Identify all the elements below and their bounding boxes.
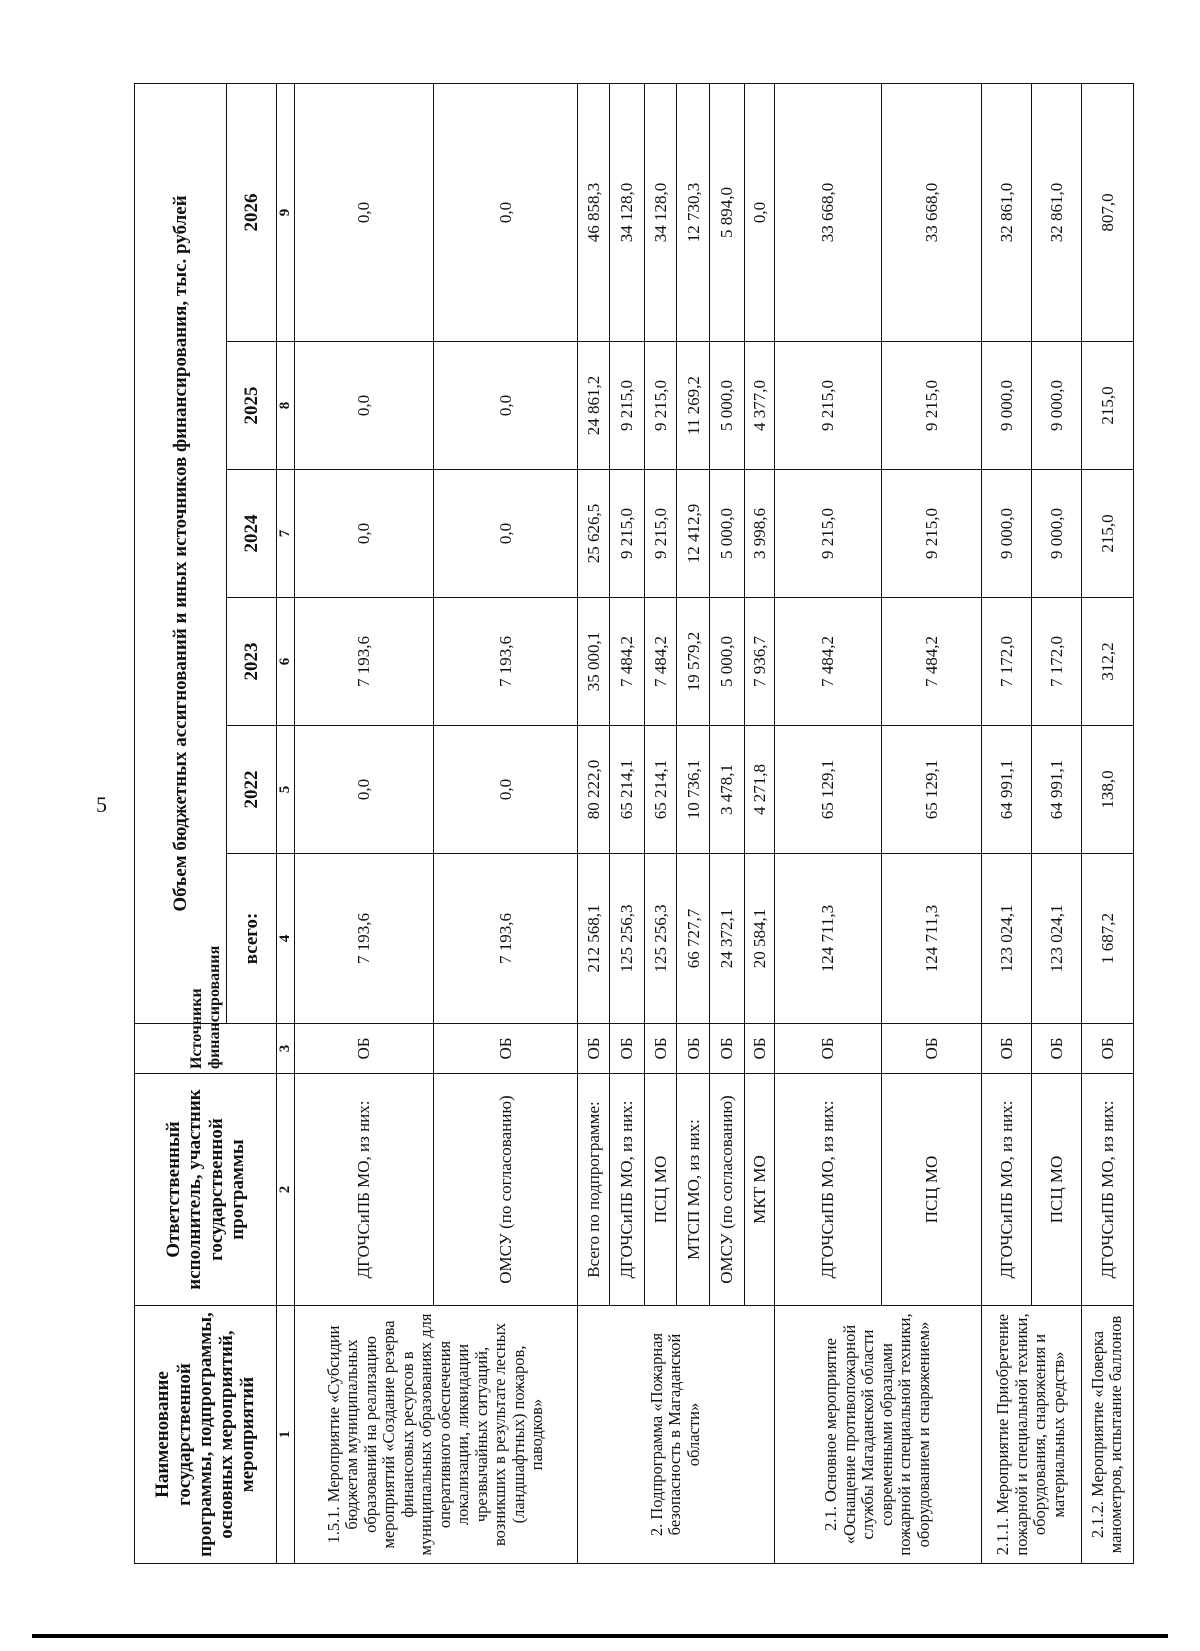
- executor-cell: ПСЦ МО: [644, 1074, 676, 1306]
- column-index-cell: 4: [277, 854, 295, 1024]
- amount-cell: 7 484,2: [644, 598, 676, 726]
- amount-cell: 9 000,0: [1031, 470, 1081, 598]
- amount-cell: 66 727,7: [677, 854, 709, 1024]
- table-row: [774, 83, 881, 1563]
- column-index-cell: 3: [277, 1024, 295, 1074]
- amount-cell: 0,0: [294, 83, 433, 341]
- column-index-cell: 1: [277, 1306, 295, 1564]
- amount-cell: 7 172,0: [1031, 598, 1081, 726]
- column-index-row: [277, 83, 295, 1563]
- amount-cell: 7 484,2: [609, 598, 644, 726]
- amount-cell: 124 711,3: [774, 854, 881, 1024]
- amount-cell: 4 271,8: [744, 726, 774, 854]
- source-cell: ОБ: [609, 1024, 644, 1074]
- amount-cell: 7 484,2: [774, 598, 881, 726]
- amount-cell: 64 991,1: [1031, 726, 1081, 854]
- source-cell: ОБ: [677, 1024, 709, 1074]
- amount-cell: 807,0: [1081, 83, 1133, 341]
- executor-cell: ОМСУ (по согласованию): [433, 1074, 577, 1306]
- amount-cell: 46 858,3: [577, 83, 609, 341]
- header-funding-group: Объем бюджетных ассигнований и иных источников финансирования, тыс. рублей: [135, 83, 227, 1023]
- amount-cell: 65 214,1: [644, 726, 676, 854]
- column-index-cell: 9: [277, 83, 295, 341]
- amount-cell: 19 579,2: [677, 598, 709, 726]
- source-cell: ОБ: [981, 1024, 1031, 1074]
- amount-cell: 7 193,6: [433, 854, 577, 1024]
- amount-cell: 9 000,0: [981, 470, 1031, 598]
- amount-cell: 32 861,0: [981, 83, 1031, 341]
- amount-cell: 1 687,2: [1081, 854, 1133, 1024]
- source-cell: ОБ: [1031, 1024, 1081, 1074]
- amount-cell: 3 998,6: [744, 470, 774, 598]
- amount-cell: 65 129,1: [881, 726, 981, 854]
- amount-cell: 212 568,1: [577, 854, 609, 1024]
- table-row: [294, 83, 433, 1563]
- amount-cell: 9 215,0: [881, 470, 981, 598]
- amount-cell: 0,0: [294, 470, 433, 598]
- program-name-cell: 2. Подпрограмма «Пожарная безопасность в Магаданской области»: [577, 1306, 774, 1564]
- amount-cell: 125 256,3: [644, 854, 676, 1024]
- amount-cell: 124 711,3: [881, 854, 981, 1024]
- amount-cell: 7 936,7: [744, 598, 774, 726]
- amount-cell: 24 861,2: [577, 342, 609, 470]
- executor-cell: ДГОЧСиПБ МО, из них:: [609, 1074, 644, 1306]
- executor-cell: ДГОЧСиПБ МО, из них:: [981, 1074, 1031, 1306]
- amount-cell: 9 215,0: [609, 470, 644, 598]
- executor-cell: Всего по подпрограмме:: [577, 1074, 609, 1306]
- header-total: всего:: [227, 854, 277, 1024]
- header-executor: Ответственный исполнитель, участник государственной программы: [135, 1074, 277, 1306]
- amount-cell: 215,0: [1081, 342, 1133, 470]
- program-name-cell: 2.1.1. Мероприятие Приобретение пожарной и специальной техники, оборудования, снаряжения и материальных средств»: [981, 1306, 1081, 1564]
- executor-cell: ОМСУ (по согласованию): [709, 1074, 744, 1306]
- source-cell: ОБ: [709, 1024, 744, 1074]
- amount-cell: 5 894,0: [709, 83, 744, 341]
- amount-cell: 7 193,6: [294, 854, 433, 1024]
- bottom-rule: [32, 1634, 1168, 1638]
- header-name: Наименование государственной программы, подпрограммы, основных мероприятий, мероприятий: [135, 1306, 277, 1564]
- table-row: [981, 83, 1031, 1563]
- amount-cell: 24 372,1: [709, 854, 744, 1024]
- amount-cell: 3 478,1: [709, 726, 744, 854]
- column-index-cell: 2: [277, 1074, 295, 1306]
- executor-cell: ДГОЧСиПБ МО, из них:: [774, 1074, 881, 1306]
- source-cell: ОБ: [1081, 1024, 1133, 1074]
- column-index-cell: 7: [277, 470, 295, 598]
- amount-cell: 0,0: [294, 342, 433, 470]
- amount-cell: 215,0: [1081, 470, 1133, 598]
- amount-cell: 7 484,2: [881, 598, 981, 726]
- amount-cell: 0,0: [433, 83, 577, 341]
- amount-cell: 0,0: [433, 342, 577, 470]
- amount-cell: 0,0: [744, 83, 774, 341]
- amount-cell: 9 215,0: [609, 342, 644, 470]
- amount-cell: 33 668,0: [774, 83, 881, 341]
- executor-cell: МКТ МО: [744, 1074, 774, 1306]
- amount-cell: 9 215,0: [644, 470, 676, 598]
- amount-cell: 138,0: [1081, 726, 1133, 854]
- page-number: 5: [96, 792, 107, 817]
- amount-cell: 11 269,2: [677, 342, 709, 470]
- amount-cell: 5 000,0: [709, 598, 744, 726]
- amount-cell: 32 861,0: [1031, 83, 1081, 341]
- header-source: Источники финансирования: [135, 1024, 277, 1074]
- table-row: [577, 83, 609, 1563]
- column-index-cell: 8: [277, 342, 295, 470]
- amount-cell: 64 991,1: [981, 726, 1031, 854]
- amount-cell: 65 214,1: [609, 726, 644, 854]
- executor-cell: ДГОЧСиПБ МО, из них:: [294, 1074, 433, 1306]
- column-index-cell: 5: [277, 726, 295, 854]
- source-cell: ОБ: [744, 1024, 774, 1074]
- amount-cell: 5 000,0: [709, 342, 744, 470]
- amount-cell: 9 000,0: [981, 342, 1031, 470]
- amount-cell: 34 128,0: [609, 83, 644, 341]
- source-cell: ОБ: [644, 1024, 676, 1074]
- program-name-cell: 1.5.1. Мероприятие «Субсидии бюджетам муниципальных образований на реализацию мероприятий «Создание резерва финансовых ресурсов в муниципальных образованиях для оперативного обеспечения локализации, ликвидации чрезвычайных ситуаций, возникших в результате лесных (ландшафтных) пожаров, паводков»: [294, 1306, 577, 1564]
- amount-cell: 9 215,0: [774, 470, 881, 598]
- table-row: [1081, 83, 1133, 1563]
- rotated-table-wrapper: [134, 84, 1134, 1564]
- source-cell: ОБ: [577, 1024, 609, 1074]
- amount-cell: 0,0: [433, 470, 577, 598]
- amount-cell: 7 193,6: [433, 598, 577, 726]
- table-body: [294, 83, 1133, 1563]
- amount-cell: 9 000,0: [1031, 342, 1081, 470]
- amount-cell: 0,0: [294, 726, 433, 854]
- amount-cell: 9 215,0: [774, 342, 881, 470]
- header-year-2023: 2023: [227, 598, 277, 726]
- header-year-2026: 2026: [227, 83, 277, 341]
- amount-cell: 312,2: [1081, 598, 1133, 726]
- header-year-2024: 2024: [227, 470, 277, 598]
- amount-cell: 34 128,0: [644, 83, 676, 341]
- amount-cell: 7 193,6: [294, 598, 433, 726]
- program-name-cell: 2.1. Основное мероприятие «Оснащение противопожарной службы Магаданской области современными образцами пожарной и специальной техники, оборудованием и снаряжением»: [774, 1306, 981, 1564]
- executor-cell: ПСЦ МО: [1031, 1074, 1081, 1306]
- amount-cell: 4 377,0: [744, 342, 774, 470]
- amount-cell: 5 000,0: [709, 470, 744, 598]
- amount-cell: 65 129,1: [774, 726, 881, 854]
- header-year-2025: 2025: [227, 342, 277, 470]
- amount-cell: 33 668,0: [881, 83, 981, 341]
- source-cell: ОБ: [294, 1024, 433, 1074]
- source-cell: ОБ: [774, 1024, 881, 1074]
- column-index-cell: 6: [277, 598, 295, 726]
- executor-cell: МТСП МО, из них:: [677, 1074, 709, 1306]
- amount-cell: 35 000,1: [577, 598, 609, 726]
- executor-cell: ПСЦ МО: [881, 1074, 981, 1306]
- amount-cell: 80 222,0: [577, 726, 609, 854]
- amount-cell: 20 584,1: [744, 854, 774, 1024]
- amount-cell: 9 215,0: [881, 342, 981, 470]
- amount-cell: 10 736,1: [677, 726, 709, 854]
- amount-cell: 123 024,1: [1031, 854, 1081, 1024]
- amount-cell: 25 626,5: [577, 470, 609, 598]
- source-cell: ОБ: [881, 1024, 981, 1074]
- program-name-cell: 2.1.2. Мероприятие «Поверка манометров, испытание баллонов: [1081, 1306, 1133, 1564]
- amount-cell: 7 172,0: [981, 598, 1031, 726]
- executor-cell: ДГОЧСиПБ МО, из них:: [1081, 1074, 1133, 1306]
- amount-cell: 12 412,9: [677, 470, 709, 598]
- amount-cell: 123 024,1: [981, 854, 1031, 1024]
- source-cell: ОБ: [433, 1024, 577, 1074]
- amount-cell: 12 730,3: [677, 83, 709, 341]
- header-year-2022: 2022: [227, 726, 277, 854]
- amount-cell: 9 215,0: [644, 342, 676, 470]
- amount-cell: 0,0: [433, 726, 577, 854]
- budget-table: [134, 83, 1134, 1564]
- amount-cell: 125 256,3: [609, 854, 644, 1024]
